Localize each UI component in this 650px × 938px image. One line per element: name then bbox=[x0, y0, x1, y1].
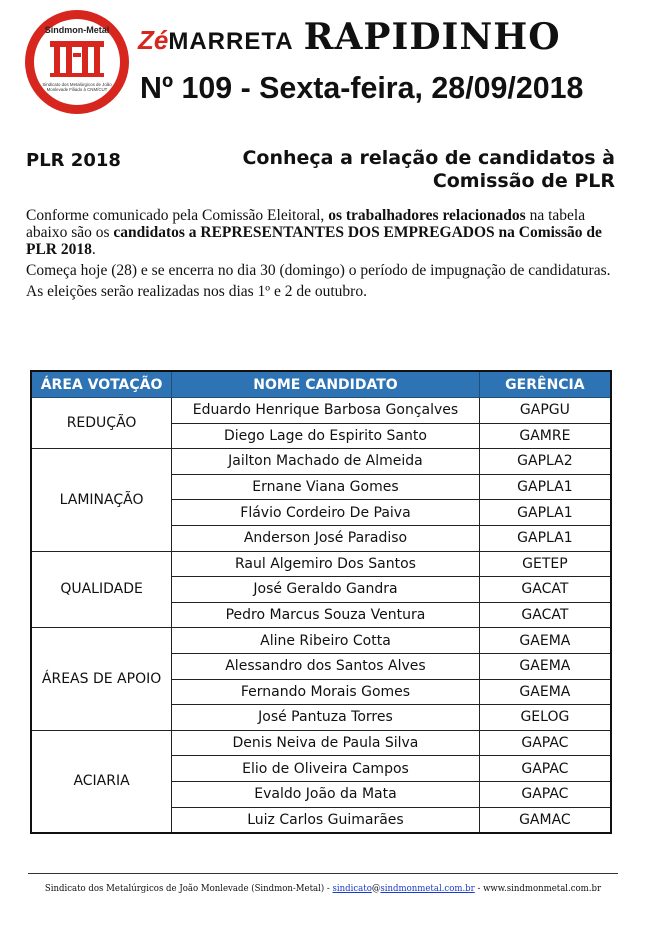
union-logo bbox=[25, 10, 129, 114]
candidate-name-cell: Elio de Oliveira Campos bbox=[172, 756, 480, 782]
gerencia-cell: GAPLA1 bbox=[479, 500, 611, 526]
area-cell: QUALIDADE bbox=[31, 551, 172, 628]
gerencia-cell: GAPLA2 bbox=[479, 449, 611, 475]
table-row bbox=[31, 551, 611, 577]
table-row bbox=[31, 730, 611, 756]
candidate-name-cell: Alessandro dos Santos Alves bbox=[172, 653, 480, 679]
logo-inner-circle bbox=[34, 19, 120, 105]
p1-text-c: na tabela abaixo são os bbox=[26, 207, 586, 241]
gerencia-cell: GAMAC bbox=[479, 807, 611, 833]
candidate-name-cell: Raul Algemiro Dos Santos bbox=[172, 551, 480, 577]
header-name: NOME CANDIDATO bbox=[172, 371, 480, 398]
candidate-name-cell: Pedro Marcus Souza Ventura bbox=[172, 602, 480, 628]
candidate-name-cell: José Geraldo Gandra bbox=[172, 577, 480, 603]
steel-beam-logo-icon bbox=[48, 39, 106, 79]
table-row bbox=[31, 398, 611, 424]
table-header-row bbox=[31, 371, 611, 398]
gerencia-cell: GAEMA bbox=[479, 653, 611, 679]
brand-marreta: MARRETA bbox=[168, 28, 294, 55]
candidate-name-cell: Denis Neiva de Paula Silva bbox=[172, 730, 480, 756]
logo-subtitle: Sindicato dos Metalúrgicos de João Monlevade Filiado à CNM/CUT bbox=[42, 82, 112, 93]
footer-email-domain[interactable]: sindmonmetal.com.br bbox=[380, 884, 475, 894]
area-cell: LAMINAÇÃO bbox=[31, 449, 172, 551]
candidate-name-cell: Aline Ribeiro Cotta bbox=[172, 628, 480, 654]
candidate-name-cell: Evaldo João da Mata bbox=[172, 781, 480, 807]
footer-email-user[interactable]: sindicato bbox=[332, 884, 372, 894]
gerencia-cell: GAPLA1 bbox=[479, 474, 611, 500]
footer-divider bbox=[28, 873, 618, 874]
footer bbox=[43, 884, 604, 894]
headline-line-1: Conheça a relação de candidatos à bbox=[242, 147, 615, 169]
gerencia-cell: GAEMA bbox=[479, 628, 611, 654]
footer-email-at: @ bbox=[371, 884, 381, 894]
area-cell: REDUÇÃO bbox=[31, 398, 172, 449]
candidate-name-cell: José Pantuza Torres bbox=[172, 705, 480, 731]
candidate-name-cell: Anderson José Paradiso bbox=[172, 525, 480, 551]
brand-rapidinho: RAPIDINHO bbox=[303, 16, 561, 58]
headline-line-2: Comissão de PLR bbox=[432, 170, 615, 192]
candidate-name-cell: Ernane Viana Gomes bbox=[172, 474, 480, 500]
header-area: ÁREA VOTAÇÃO bbox=[31, 371, 172, 398]
gerencia-cell: GAPAC bbox=[479, 756, 611, 782]
gerencia-cell: GAEMA bbox=[479, 679, 611, 705]
gerencia-cell: GAPLA1 bbox=[479, 525, 611, 551]
area-cell: ÁREAS DE APOIO bbox=[31, 628, 172, 730]
p1-bold-b: os trabalhadores relacionados bbox=[328, 207, 526, 224]
p1-bold-d: candidatos a REPRESENTANTES DOS EMPREGADOS na Comissão de PLR 2018 bbox=[26, 224, 602, 258]
candidate-name-cell: Diego Lage do Espirito Santo bbox=[172, 423, 480, 449]
paragraph-3: As eleições serão realizadas nos dias 1º e 2 de outubro. bbox=[26, 283, 367, 300]
gerencia-cell: GACAT bbox=[479, 577, 611, 603]
issue-number-date: Nº 109 - Sexta-feira, 28/09/2018 bbox=[140, 70, 584, 105]
candidate-name-cell: Jailton Machado de Almeida bbox=[172, 449, 480, 475]
gerencia-cell: GACAT bbox=[479, 602, 611, 628]
p1-text-a: Conforme comunicado pela Comissão Eleitoral, bbox=[26, 207, 329, 224]
gerencia-cell: GELOG bbox=[479, 705, 611, 731]
article-body bbox=[26, 207, 626, 304]
p1-text-e: . bbox=[91, 241, 96, 258]
candidate-name-cell: Luiz Carlos Guimarães bbox=[172, 807, 480, 833]
gerencia-cell: GAPAC bbox=[479, 730, 611, 756]
table-row bbox=[31, 449, 611, 475]
footer-text-a: Sindicato dos Metalúrgicos de João Monlevade (Sindmon-Metal) - bbox=[44, 884, 333, 894]
headline bbox=[195, 147, 615, 193]
gerencia-cell: GAPAC bbox=[479, 781, 611, 807]
table-row bbox=[31, 628, 611, 654]
logo-top-text: Sindmon-Metal bbox=[44, 25, 110, 35]
newsletter-brand bbox=[138, 16, 561, 60]
candidate-name-cell: Flávio Cordeiro De Paiva bbox=[172, 500, 480, 526]
section-label: PLR 2018 bbox=[26, 150, 121, 171]
paragraph-1 bbox=[26, 207, 626, 258]
gerencia-cell: GETEP bbox=[479, 551, 611, 577]
header-gerencia: GERÊNCIA bbox=[479, 371, 611, 398]
gerencia-cell: GAPGU bbox=[479, 398, 611, 424]
table-body bbox=[31, 398, 611, 834]
candidate-name-cell: Eduardo Henrique Barbosa Gonçalves bbox=[172, 398, 480, 424]
candidates-table bbox=[30, 370, 612, 834]
footer-text-b: - www.sindmonmetal.com.br bbox=[474, 884, 602, 894]
brand-ze: Zé bbox=[138, 25, 169, 55]
area-cell: ACIARIA bbox=[31, 730, 172, 833]
gerencia-cell: GAMRE bbox=[479, 423, 611, 449]
paragraph-2: Começa hoje (28) e se encerra no dia 30 (domingo) o período de impugnação de candidaturas. bbox=[26, 262, 611, 279]
candidate-name-cell: Fernando Morais Gomes bbox=[172, 679, 480, 705]
